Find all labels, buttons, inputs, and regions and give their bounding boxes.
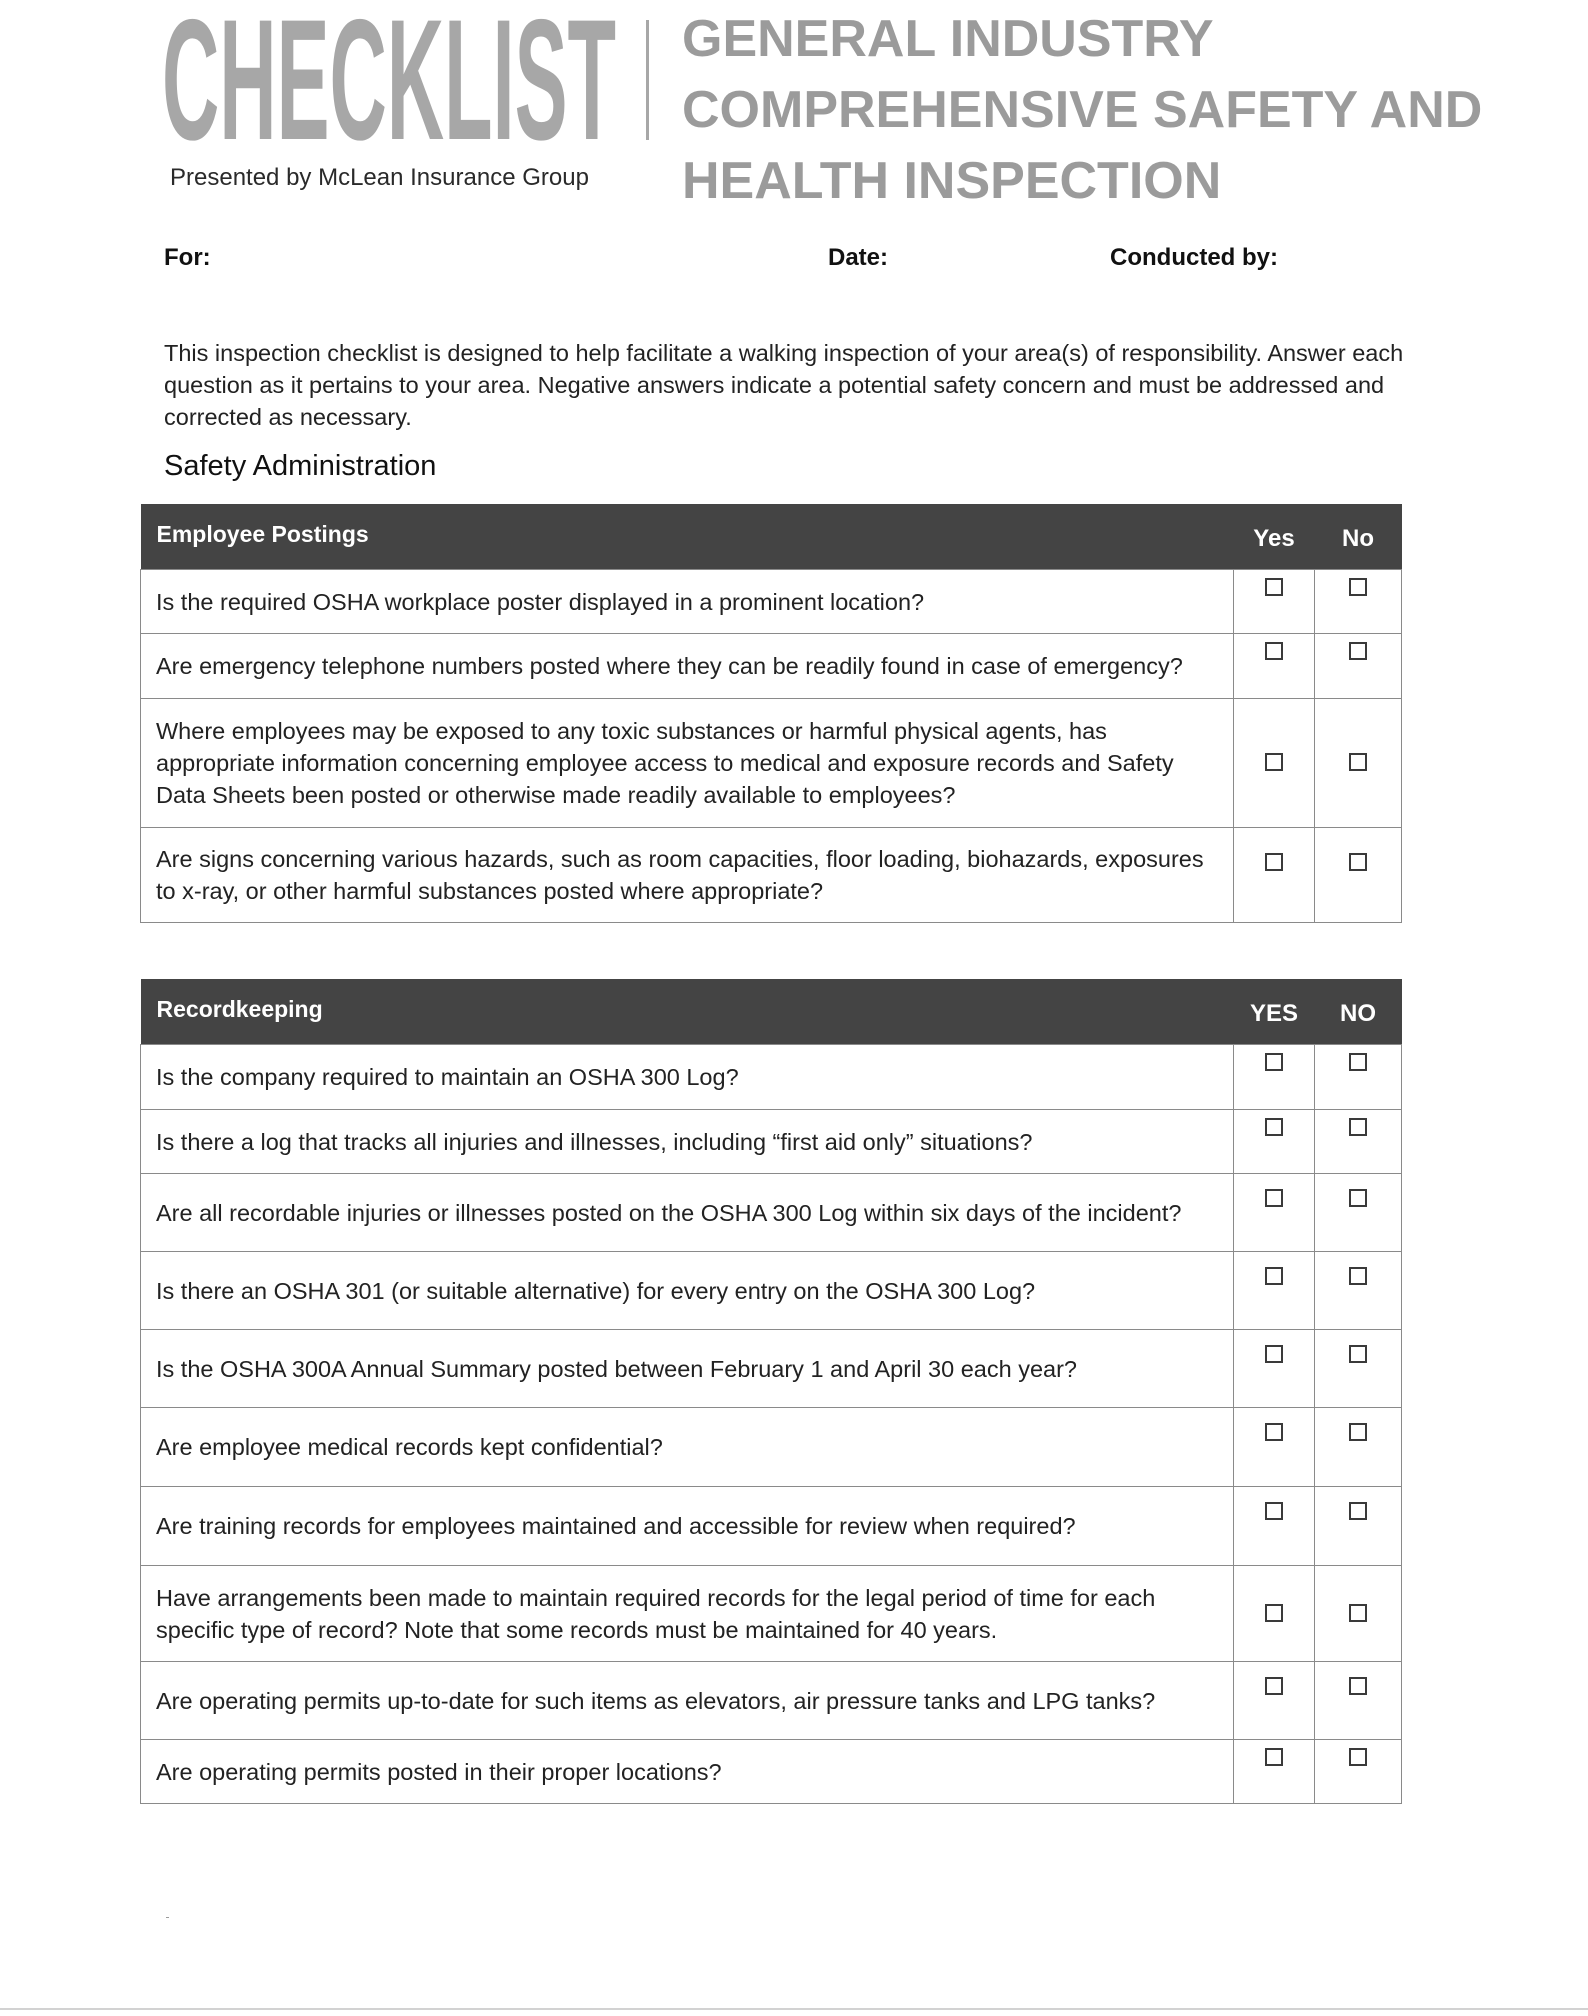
no-checkbox[interactable] xyxy=(1349,853,1367,871)
no-checkbox[interactable] xyxy=(1349,753,1367,771)
question-text: Are operating permits up-to-date for such items as elevators, air pressure tanks and LPG tanks? xyxy=(141,1662,1234,1740)
table-row xyxy=(141,699,1402,828)
yes-checkbox[interactable] xyxy=(1265,1189,1283,1207)
page-bottom-rule xyxy=(0,2008,1588,2010)
question-text: Are employee medical records kept confidential? xyxy=(141,1408,1234,1487)
date-label: Date: xyxy=(828,244,889,271)
yes-cell xyxy=(1234,1566,1315,1662)
table-row xyxy=(141,1408,1402,1487)
yes-checkbox[interactable] xyxy=(1265,1502,1283,1520)
table-title: Employee Postings xyxy=(141,504,1234,570)
table-row xyxy=(141,1330,1402,1408)
table-row xyxy=(141,1110,1402,1174)
no-cell xyxy=(1315,1662,1402,1740)
no-checkbox[interactable] xyxy=(1349,1267,1367,1285)
question-text: Is the company required to maintain an OSHA 300 Log? xyxy=(141,1045,1234,1110)
yes-cell xyxy=(1234,1174,1315,1252)
yes-checkbox[interactable] xyxy=(1265,1118,1283,1136)
no-cell xyxy=(1315,1740,1402,1804)
checklist-wordmark-text: CHECKLIST xyxy=(162,2,616,152)
presented-by: Presented by McLean Insurance Group xyxy=(170,164,589,191)
yes-cell xyxy=(1234,1408,1315,1487)
yes-cell xyxy=(1234,1740,1315,1804)
yes-cell xyxy=(1234,699,1315,828)
title-line-3: HEALTH INSPECTION xyxy=(682,152,1222,210)
no-cell xyxy=(1315,1566,1402,1662)
yes-column-header: Yes xyxy=(1234,504,1315,570)
yes-checkbox[interactable] xyxy=(1265,853,1283,871)
title-divider xyxy=(646,20,649,140)
question-text: Where employees may be exposed to any toxic substances or harmful physical agents, has appropriate information concerning employee access to medical and exposure records and Safety Data Sheets been posted or otherwise made readily available to employees? xyxy=(141,699,1234,828)
no-column-header: No xyxy=(1315,504,1402,570)
no-cell xyxy=(1315,1252,1402,1330)
yes-cell xyxy=(1234,1045,1315,1110)
no-checkbox[interactable] xyxy=(1349,1502,1367,1520)
employee-postings-table xyxy=(140,504,1402,923)
question-text: Are emergency telephone numbers posted where they can be readily found in case of emergency? xyxy=(141,634,1234,699)
question-text: Are training records for employees maintained and accessible for review when required? xyxy=(141,1487,1234,1566)
table-row xyxy=(141,1487,1402,1566)
yes-checkbox[interactable] xyxy=(1265,1748,1283,1766)
table-row xyxy=(141,1252,1402,1330)
no-checkbox[interactable] xyxy=(1349,1748,1367,1766)
no-cell xyxy=(1315,1045,1402,1110)
no-checkbox[interactable] xyxy=(1349,1189,1367,1207)
question-text: Are operating permits posted in their proper locations? xyxy=(141,1740,1234,1804)
yes-checkbox[interactable] xyxy=(1265,1053,1283,1071)
yes-cell xyxy=(1234,1110,1315,1174)
table-row xyxy=(141,1566,1402,1662)
no-cell xyxy=(1315,570,1402,634)
no-cell xyxy=(1315,699,1402,828)
yes-checkbox[interactable] xyxy=(1265,1267,1283,1285)
yes-checkbox[interactable] xyxy=(1265,753,1283,771)
question-text: Is the required OSHA workplace poster displayed in a prominent location? xyxy=(141,570,1234,634)
yes-cell xyxy=(1234,1487,1315,1566)
question-text: Have arrangements been made to maintain required records for the legal period of time for each specific type of record? Note that some records must be maintained for 40 years. xyxy=(141,1566,1234,1662)
no-checkbox[interactable] xyxy=(1349,1345,1367,1363)
question-text: Are signs concerning various hazards, such as room capacities, floor loading, biohazards, exposures to x-ray, or other harmful substances posted where appropriate? xyxy=(141,828,1234,923)
question-text: Are all recordable injuries or illnesses posted on the OSHA 300 Log within six days of the incident? xyxy=(141,1174,1234,1252)
no-cell xyxy=(1315,1174,1402,1252)
yes-cell xyxy=(1234,1330,1315,1408)
table-row xyxy=(141,1045,1402,1110)
no-checkbox[interactable] xyxy=(1349,1677,1367,1695)
checklist-logo xyxy=(162,2,622,152)
recordkeeping-table xyxy=(140,979,1402,1804)
table-row xyxy=(141,1740,1402,1804)
section-heading: Safety Administration xyxy=(164,450,437,482)
no-checkbox[interactable] xyxy=(1349,578,1367,596)
table-row xyxy=(141,570,1402,634)
yes-cell xyxy=(1234,570,1315,634)
yes-checkbox[interactable] xyxy=(1265,1677,1283,1695)
table-header-row xyxy=(141,504,1402,570)
table-title: Recordkeeping xyxy=(141,979,1234,1045)
no-cell xyxy=(1315,634,1402,699)
for-label: For: xyxy=(164,244,211,271)
table-row xyxy=(141,1174,1402,1252)
no-checkbox[interactable] xyxy=(1349,642,1367,660)
table-header-row xyxy=(141,979,1402,1045)
no-checkbox[interactable] xyxy=(1349,1118,1367,1136)
yes-checkbox[interactable] xyxy=(1265,1345,1283,1363)
no-checkbox[interactable] xyxy=(1349,1423,1367,1441)
yes-checkbox[interactable] xyxy=(1265,1604,1283,1622)
no-column-header: NO xyxy=(1315,979,1402,1045)
no-cell xyxy=(1315,1408,1402,1487)
question-text: Is there an OSHA 301 (or suitable alternative) for every entry on the OSHA 300 Log? xyxy=(141,1252,1234,1330)
table-row xyxy=(141,634,1402,699)
question-text: Is there a log that tracks all injuries and illnesses, including “first aid only” situations? xyxy=(141,1110,1234,1174)
table-row xyxy=(141,1662,1402,1740)
document-title xyxy=(682,4,1482,217)
no-checkbox[interactable] xyxy=(1349,1604,1367,1622)
intro-paragraph: This inspection checklist is designed to help facilitate a walking inspection of your area(s) of responsibility. Answer each question as it pertains to your area. Negative answers indicate a potential safety concern and must be addressed and corrected as necessary. xyxy=(164,340,1404,430)
yes-cell xyxy=(1234,828,1315,923)
yes-checkbox[interactable] xyxy=(1265,642,1283,660)
question-text: Is the OSHA 300A Annual Summary posted between February 1 and April 30 each year? xyxy=(141,1330,1234,1408)
yes-column-header: YES xyxy=(1234,979,1315,1045)
title-line-2: COMPREHENSIVE SAFETY AND xyxy=(682,81,1483,139)
no-cell xyxy=(1315,1330,1402,1408)
yes-cell xyxy=(1234,634,1315,699)
no-cell xyxy=(1315,1487,1402,1566)
stray-mark xyxy=(166,1917,169,1918)
no-cell xyxy=(1315,1110,1402,1174)
yes-checkbox[interactable] xyxy=(1265,1423,1283,1441)
table-row xyxy=(141,828,1402,923)
yes-cell xyxy=(1234,1252,1315,1330)
yes-checkbox[interactable] xyxy=(1265,578,1283,596)
yes-cell xyxy=(1234,1662,1315,1740)
no-checkbox[interactable] xyxy=(1349,1053,1367,1071)
conducted-by-label: Conducted by: xyxy=(1110,244,1278,271)
no-cell xyxy=(1315,828,1402,923)
title-line-1: GENERAL INDUSTRY xyxy=(682,10,1214,68)
